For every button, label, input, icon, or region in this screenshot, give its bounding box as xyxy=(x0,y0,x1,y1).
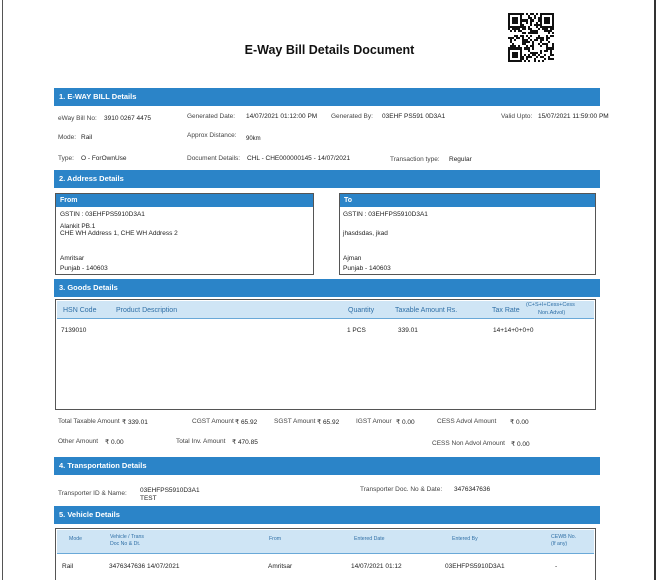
entered-by-header: Entered By xyxy=(452,536,478,542)
mode-label: Mode: xyxy=(58,134,77,141)
vehicle-row-from: Amritsar xyxy=(268,563,293,570)
total-inv-value: ₹ 470.85 xyxy=(232,439,258,446)
transaction-type-value: Regular xyxy=(449,156,472,163)
to-gstin: GSTIN : 03EHFPS5910D3A1 xyxy=(343,211,428,218)
vehicle-row-entered-date: 14/07/2021 01:12 xyxy=(351,563,402,570)
transporter-doc-value: 3476347636 xyxy=(454,486,491,493)
distance-label: Approx Distance: xyxy=(187,132,237,139)
vehicle-row-entered-by: 03EHFPS5910D3A1 xyxy=(445,563,505,570)
to-state-pin: Punjab - 140603 xyxy=(343,265,391,272)
cess-advol-value: ₹ 0.00 xyxy=(510,419,529,426)
total-taxable-value: ₹ 339.01 xyxy=(122,419,148,426)
goods-hsn: 7139010 xyxy=(61,327,87,334)
hsn-column-header: HSN Code xyxy=(63,307,97,314)
transporter-id-label: Transporter ID & Name: xyxy=(58,490,127,497)
vehicle-row xyxy=(56,563,595,573)
transaction-type-label: Transaction type: xyxy=(390,156,440,163)
section-header-transport: 4. Transportation Details xyxy=(54,457,600,475)
other-amount-value: ₹ 0.00 xyxy=(105,439,124,446)
goods-taxable: 339.01 xyxy=(398,327,418,334)
type-value: O - ForOwnUse xyxy=(81,155,127,162)
igst-value: ₹ 0.00 xyxy=(396,419,415,426)
mode-value: Rail xyxy=(81,134,93,141)
section-header-address: 2. Address Details xyxy=(54,170,600,188)
vehicle-row-mode: Rail xyxy=(62,563,74,570)
vehicle-row-number: 3476347636 14/07/2021 xyxy=(109,563,180,570)
from-address-line: CHE WH Address 1, CHE WH Address 2 xyxy=(60,230,178,237)
goods-table-header xyxy=(57,301,594,319)
doc-details-label: Document Details: xyxy=(187,155,241,162)
vehicle-table xyxy=(55,528,596,580)
bill-no-label: eWay Bill No: xyxy=(58,115,97,122)
transporter-name-value: TEST xyxy=(140,495,157,502)
goods-table xyxy=(55,299,596,410)
sgst-value: ₹ 65.92 xyxy=(317,419,340,426)
quantity-column-header: Quantity xyxy=(348,307,375,314)
goods-tax-rate: 14+14+0+0+0 xyxy=(493,327,534,334)
entered-date-header: Entered Date xyxy=(354,536,385,542)
to-address-box xyxy=(339,193,596,275)
from-address-box xyxy=(55,193,314,275)
other-amount-label: Other Amount xyxy=(58,438,99,445)
vehicle-table-header xyxy=(57,530,594,554)
tax-rate-subheader-2: Non.Advol) xyxy=(538,310,566,316)
goods-quantity: 1 PCS xyxy=(347,327,366,334)
cgst-label: CGST Amount xyxy=(192,418,234,425)
to-name: jhasdsdas, jkad xyxy=(343,230,388,237)
vehicle-no-header-1: Vehicle / Trans xyxy=(110,534,145,540)
distance-value: 90km xyxy=(246,136,261,142)
cess-non-advol-value: ₹ 0.00 xyxy=(511,441,530,448)
generated-by-value: 03EHF PS591 0D3A1 xyxy=(382,113,446,120)
total-inv-label: Total Inv. Amount xyxy=(176,438,226,445)
transporter-id-value: 03EHFPS5910D3A1 xyxy=(140,487,200,494)
vehicle-mode-header: Mode xyxy=(69,536,82,542)
document-title: E-Way Bill Details Document xyxy=(244,43,415,57)
cewb-header-2: (If any) xyxy=(551,541,568,547)
from-state-pin: Punjab - 140603 xyxy=(60,265,108,272)
cess-advol-label: CESS Advol Amount xyxy=(437,418,497,425)
page-border-right xyxy=(654,0,656,580)
section-header-ewaybill: 1. E-WAY BILL Details xyxy=(54,88,600,106)
generated-date-value: 14/07/2021 01:12:00 PM xyxy=(246,113,318,120)
from-gstin: GSTIN : 03EHFPS5910D3A1 xyxy=(60,211,145,218)
from-city: Amritsar xyxy=(60,255,85,262)
type-label: Type: xyxy=(58,155,74,162)
valid-upto-value: 15/07/2021 11:59:00 PM xyxy=(538,113,609,120)
vehicle-row-cewb: - xyxy=(555,563,558,570)
to-heading: To xyxy=(340,194,595,207)
cess-non-advol-label: CESS Non Advol Amount xyxy=(432,440,505,447)
doc-details-value: CHL - CHE000000145 - 14/07/2021 xyxy=(247,155,351,162)
section-header-goods: 3. Goods Details xyxy=(54,279,600,297)
vehicle-from-header: From xyxy=(269,536,282,542)
generated-date-label: Generated Date: xyxy=(187,113,236,120)
cgst-value: ₹ 65.92 xyxy=(235,419,258,426)
sgst-label: SGST Amount xyxy=(274,418,316,425)
taxable-column-header: Taxable Amount Rs. xyxy=(395,307,458,314)
section-header-vehicle: 5. Vehicle Details xyxy=(54,506,600,524)
valid-upto-label: Valid Upto: xyxy=(501,113,533,120)
bill-no-value: 3910 0267 4475 xyxy=(104,115,151,122)
goods-row xyxy=(56,327,595,337)
igst-label: IGST Amour xyxy=(356,418,392,425)
generated-by-label: Generated By: xyxy=(331,113,373,120)
from-name: Alankit PB.1 xyxy=(60,223,96,230)
page-border-left xyxy=(2,0,3,580)
from-heading: From xyxy=(56,194,313,207)
description-column-header: Product Description xyxy=(116,307,178,314)
cewb-header-1: CEWB No. xyxy=(551,534,577,540)
vehicle-no-header-2: Doc No & Dt. xyxy=(110,541,141,547)
tax-rate-subheader-1: (C+S+I+Cess+Cess xyxy=(526,302,575,308)
transporter-doc-label: Transporter Doc. No & Date: xyxy=(360,486,443,493)
tax-rate-column-header: Tax Rate xyxy=(492,307,520,314)
total-taxable-label: Total Taxable Amount xyxy=(58,418,120,425)
to-city: Ajman xyxy=(343,255,362,262)
